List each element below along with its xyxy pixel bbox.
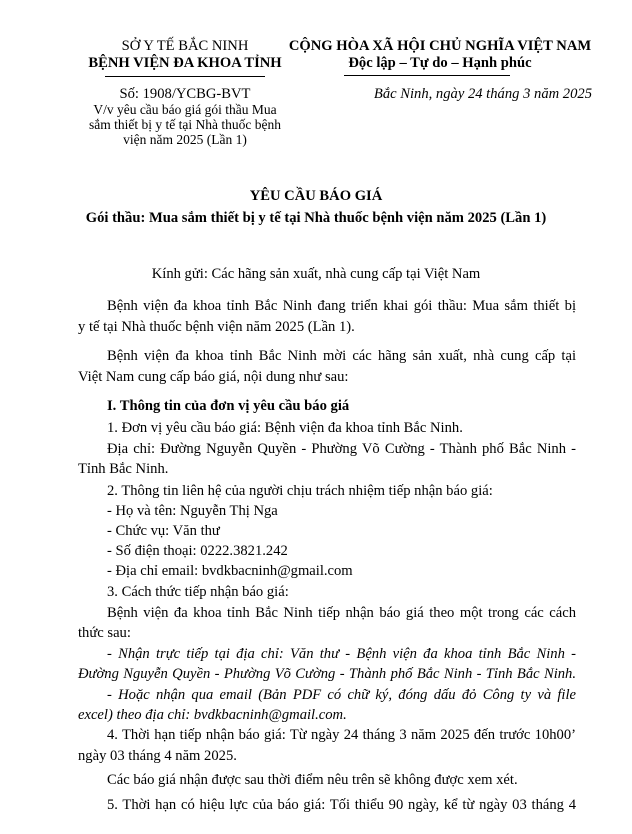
body-line: 2. Thông tin liên hệ của người chịu trách nhiệm tiếp nhận báo giá: — [107, 483, 493, 499]
body-line: - Họ và tên: Nguyễn Thị Nga — [107, 503, 278, 519]
body-line: 5. Thời hạn có hiệu lực của báo giá: Tối thiểu 90 ngày, kể từ ngày 03 tháng 4 — [107, 797, 576, 813]
body-line: - Chức vụ: Văn thư — [107, 523, 220, 539]
document-title: YÊU CẦU BÁO GIÁ — [249, 188, 383, 204]
document-subtitle: Gói thầu: Mua sắm thiết bị y tế tại Nhà thuốc bệnh viện năm 2025 (Lần 1) — [85, 210, 547, 226]
body-line: - Nhận trực tiếp tại địa chỉ: Văn thư - Bệnh viện đa khoa tỉnh Bắc Ninh - — [107, 646, 576, 662]
body-line: - Địa chỉ email: bvdkbacninh@gmail.com — [107, 563, 353, 579]
subject-line: sắm thiết bị y tế tại Nhà thuốc bệnh — [89, 117, 281, 132]
body-line: 1. Đơn vị yêu cầu báo giá: Bệnh viện đa khoa tỉnh Bắc Ninh. — [107, 420, 463, 436]
body-line: Địa chỉ: Đường Nguyễn Quyền - Phường Võ Cường - Thành phố Bắc Ninh - — [107, 441, 576, 457]
body-line: Bệnh viện đa khoa tỉnh Bắc Ninh mời các hãng sản xuất, nhà cung cấp tại — [107, 348, 576, 364]
body-line: Các báo giá nhận được sau thời điểm nêu trên sẽ không được xem xét. — [107, 772, 518, 788]
body-line: excel) theo địa chỉ: bvdkbacninh@gmail.com. — [78, 707, 347, 723]
country-name: CỘNG HÒA XÃ HỘI CHỦ NGHĨA VIỆT NAM — [288, 38, 592, 54]
hospital-name: BỆNH VIỆN ĐA KHOA TỈNH — [88, 55, 282, 71]
divider — [105, 76, 265, 77]
subject-line: viện năm 2025 (Lần 1) — [123, 132, 247, 147]
body-line: Đường Nguyễn Quyền - Phường Võ Cường - Thành phố Bắc Ninh - Tỉnh Bắc Ninh. — [78, 666, 576, 682]
body-line: - Số điện thoại: 0222.3821.242 — [107, 543, 288, 559]
agency-name: SỞ Y TẾ BẮC NINH — [121, 38, 249, 54]
body-line: Bệnh viện đa khoa tỉnh Bắc Ninh tiếp nhận báo giá theo một trong các cách — [107, 605, 576, 621]
body-line: Việt Nam cung cấp báo giá, nội dung như sau: — [78, 369, 349, 385]
section-heading: I. Thông tin của đơn vị yêu cầu báo giá — [107, 398, 350, 414]
body-line: 3. Cách thức tiếp nhận báo giá: — [107, 584, 289, 600]
body-line: y tế tại Nhà thuốc bệnh viện năm 2025 (Lần 1). — [78, 319, 355, 335]
body-line: 4. Thời hạn tiếp nhận báo giá: Từ ngày 24 tháng 3 năm 2025 đến trước 10h00’ — [107, 727, 576, 743]
document-number: Số: 1908/YCBG-BVT — [119, 86, 251, 102]
divider — [344, 75, 510, 76]
document-date: Bắc Ninh, ngày 24 tháng 3 năm 2025 — [373, 86, 592, 102]
subject-line: V/v yêu cầu báo giá gói thầu Mua — [93, 102, 277, 117]
body-line: ngày 03 tháng 4 năm 2025. — [78, 748, 237, 764]
motto: Độc lập – Tự do – Hạnh phúc — [348, 55, 532, 71]
recipient: Kính gửi: Các hãng sản xuất, nhà cung cấp tại Việt Nam — [151, 266, 481, 282]
body-line: - Hoặc nhận qua email (Bản PDF có chữ ký, đóng dấu đỏ Công ty và file — [107, 687, 576, 703]
body-line: Tỉnh Bắc Ninh. — [78, 461, 169, 477]
body-line: Bệnh viện đa khoa tỉnh Bắc Ninh đang triển khai gói thầu: Mua sắm thiết bị — [107, 298, 576, 314]
body-line: thức sau: — [78, 625, 131, 641]
